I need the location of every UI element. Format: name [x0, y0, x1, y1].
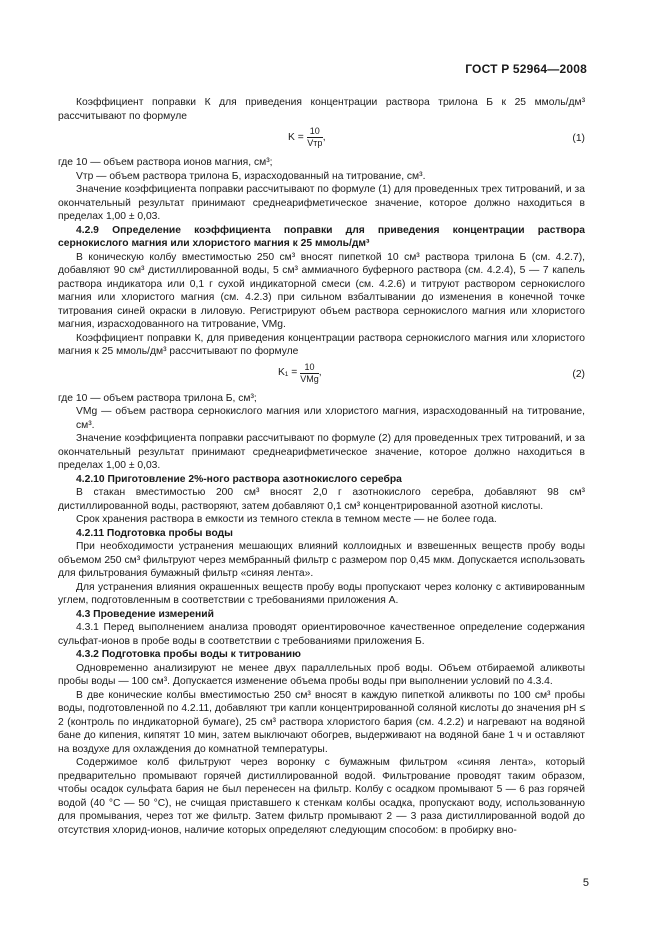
section-heading: 4.2.9 Определение коэффициента поправки для приведения концентрации раствора сернокислого магния или хлористого магния к 25 ммоль/дм³	[58, 224, 585, 249]
paragraph: Для устранения влияния окрашенных веществ пробу воды пропускают через колонку с активированным углем, подготовленным в соответствии с требованиями приложения А.	[58, 581, 585, 606]
paragraph: 4.3.1 Перед выполнением анализа проводят ориентировочное качественное определение содержания сульфат-ионов в пробе воды в соответствии с требованиями приложения Б.	[58, 622, 585, 647]
section-heading: 4.2.10 Приготовление 2%-ного раствора азотнокислого серебра	[76, 473, 402, 485]
formula-tail: ,	[318, 367, 322, 379]
where-line: Vтр — объем раствора трилона Б, израсходованный на титрование, см³.	[76, 170, 426, 182]
formula-number: (2)	[572, 368, 585, 380]
paragraph: Значение коэффициента поправки рассчитывают по формуле (2) для проведенных трех титрований, и за окончательный результат принимают среднеарифметическое значение, которое должно находиться в пределах 1,00 ± 0,03.	[58, 433, 585, 471]
where-line: где 10 — объем раствора трилона Б, см³;	[58, 392, 257, 404]
paragraph: Содержимое колб фильтруют через воронку с бумажным фильтром «синяя лента», который предварительно промывают горячей дистиллированной водой. Фильтрование проводят таким образом, чтобы осадок сульфата бария не был перенесен на фильтр. Колбу с осадком промывают 5 — 6 раз горячей водой (40 °С — 50 °С), не счищая приставшего к стенкам колбы осадка, пропускают воду, использованную для промывания, через тот же фильтр. Затем фильтр промывают 2 — 3 раза дистиллированной водой до отсутствия хлорид-ионов, наличие которых определяют следующим способом: в пробирку вно-	[58, 757, 585, 836]
paragraph: В две конические колбы вместимостью 250 см³ вносят в каждую пипеткой аликвоты по 100 см³ пробы воды, подготовленной по 4.2.11, добавляют три капли концентрированной соляной кислоты до значения pH ≤ 2 (контроль по индикаторной бумаге), 25 см³ раствора хлористого бария (см. 4.2.2) и нагревают на водяной бане до кипения, кипятят 10 мин, затем выключают обогрев, выдерживают на водяной бане 1 ч и оставляют на воздухе для охлаждения до комнатной температуры.	[58, 689, 585, 755]
formula-number: (1)	[572, 133, 585, 144]
where-line: где 10 — объем раствора ионов магния, см³;	[58, 157, 273, 168]
paragraph: Коэффициент поправки К, для приведения концентрации раствора сернокислого магния или хлористого магния к 25 ммоль/дм³ рассчитывают по формуле	[58, 332, 585, 357]
section-heading: 4.2.11 Подготовка пробы воды	[76, 527, 233, 539]
paragraph: Одновременно анализируют не менее двух параллельных проб воды. Объем отбираемой аликвоты пробы воды — 100 см³. Допускается изменение объема пробы воды при выполнении условий по 4.3.4.	[58, 662, 585, 687]
paragraph: В коническую колбу вместимостью 250 см³ вносят пипеткой 10 см³ раствора трилона Б (см. 4.2.7), добавляют 90 см³ дистиллированной воды, 5 см³ аммиачного буферного раствора (см. 4.2.4), 5 — 7 капель раствора индикатора или 0,1 г сухой индикаторной смеси (см. 4.2.6) и титруют раствором сернокислого магния или хлористого магния (см. 4.2.3) при сильном взбалтывании до изменения в конечной точке титрования синей окраски в лиловую. Регистрируют объем раствора сернокислого магния или хлористого магния, израсходованного на титрование, VMg.	[58, 251, 585, 330]
paragraph: В стакан вместимостью 200 см³ вносят 2,0 г азотнокислого серебра, добавляют 98 см³ дистиллированной воды, растворяют, затем добавляют 0,1 см³ концентрированной азотной кислоты.	[58, 487, 585, 512]
standard-header: ГОСТ Р 52964—2008	[465, 62, 587, 76]
document-body	[58, 96, 585, 837]
formula-2	[58, 360, 585, 390]
paragraph: Коэффициент поправки К для приведения концентрации раствора трилона Б к 25 ммоль/дм³ рассчитывают по формуле	[58, 97, 585, 122]
formula-lhs: K₁ =	[278, 367, 298, 379]
formula-denominator: VMg	[300, 373, 319, 384]
paragraph: При необходимости устранения мешающих влияний коллоидных и взвешенных веществ пробу воды объемом 250 см³ фильтруют через мембранный фильтр с размером пор 0,45 мкм. Допускается использовать для фильтрования бумажный фильтр «синяя лента».	[58, 541, 585, 579]
formula-denominator: Vтр	[307, 138, 323, 148]
formula-tail: ,	[322, 131, 326, 143]
formula-numerator: 10	[307, 126, 323, 138]
paragraph: Срок хранения раствора в емкости из темного стекла в темном месте — не более года.	[76, 514, 497, 525]
page-number: 5	[582, 877, 589, 889]
formula-1	[58, 124, 585, 154]
section-heading: 4.3.2 Подготовка пробы воды к титрованию	[76, 649, 301, 660]
formula-lhs: K =	[288, 131, 304, 143]
paragraph: Значение коэффициента поправки рассчитывают по формуле (1) для проведенных трех титрований, и за окончательный результат принимают среднеарифметическое значение, которое должно находиться в пределах 1,00 ± 0,03.	[58, 184, 585, 222]
formula-numerator: 10	[300, 362, 319, 374]
section-heading: 4.3 Проведение измерений	[76, 608, 214, 620]
where-line: VMg — объем раствора сернокислого магния или хлористого магния, израсходованный на титрование, см³.	[76, 406, 585, 431]
